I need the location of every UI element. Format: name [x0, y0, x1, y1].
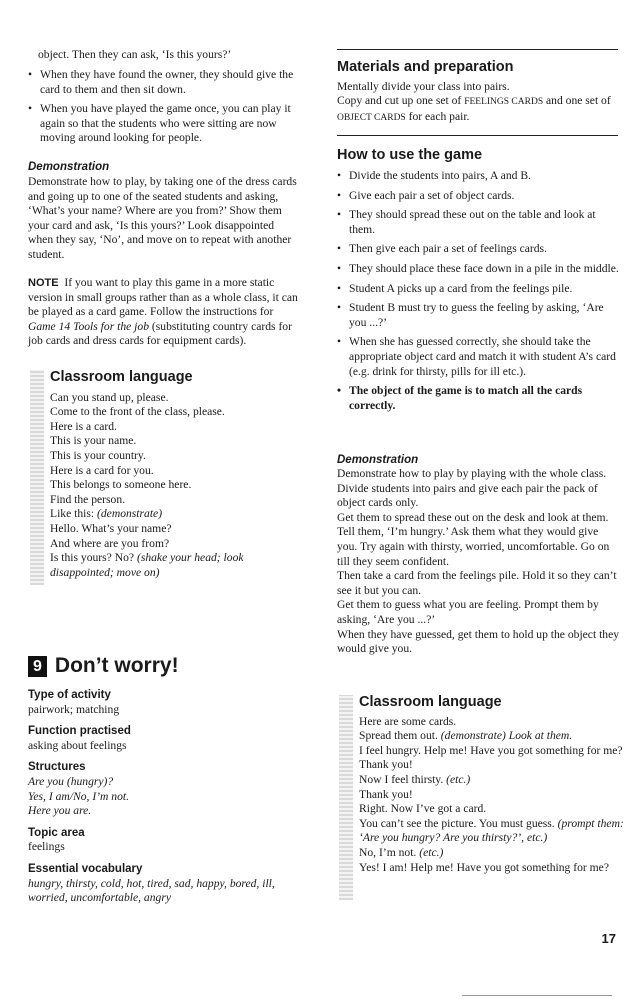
- topic-label: Topic area: [28, 826, 85, 839]
- list-item-text: They should spread these out on the table and look at them.: [349, 208, 596, 236]
- unit-details: [28, 688, 300, 906]
- classroom-language-lines-right: [359, 715, 638, 876]
- line-text: I feel hungry. Help me! Have you got something for me?: [359, 743, 623, 757]
- line-note: (demonstrate): [97, 507, 163, 521]
- classroom-language-line: [50, 391, 300, 406]
- demonstration-paragraph: Tell them, ‘I’m hungry.’ Ask them what they would give you. Try again with thirsty, worried, uncomfortable. Go on till they seem confident.: [337, 525, 610, 568]
- type-label: Type of activity: [28, 689, 111, 701]
- intro-bullets: [28, 68, 300, 151]
- bullet: •: [337, 261, 342, 275]
- line-text: Thank you!: [359, 758, 413, 772]
- list-item-text: Give each pair a set of object cards.: [349, 188, 515, 202]
- line-text: Is this yours? No?: [50, 551, 137, 565]
- line-text: Thank you!: [359, 787, 413, 801]
- line-text: This belongs to someone here.: [50, 478, 192, 492]
- demonstration-paragraph: Get them to spread these out on the desk and look at them.: [337, 510, 609, 524]
- bullet: •: [337, 281, 342, 295]
- line-text: Yes! I am! Help me! Have you got something for me?: [359, 860, 609, 874]
- list-item-text: The object of the game is to match all the cards correctly.: [349, 384, 583, 412]
- classroom-language-heading-right: Classroom language: [359, 694, 502, 710]
- line-text: Here is a card for you.: [50, 463, 154, 477]
- line-text: No, I’m not.: [359, 845, 420, 859]
- classroom-language-line: [50, 551, 300, 566]
- demonstration-text: Demonstrate how to play, by taking one of the dress cards and going up to one of the seated students and asking, ‘What’s your name? Where are you from?’ Show them your card and ask, ‘Is this yours?’ Look disappointed when they say, ‘No’, and move on to repeat with another student.: [28, 175, 297, 261]
- demonstration-paragraph: Then take a card from the feelings pile. Hold it so they can’t see it but you can.: [337, 569, 617, 597]
- classroom-language-line: [50, 493, 300, 508]
- intro-line: object. Then they can ask, ‘Is this yours?’: [38, 48, 232, 61]
- unit-title-text: Don’t worry!: [54, 654, 179, 678]
- classroom-language-line: [359, 744, 638, 759]
- feelings-cards-label: FEELINGS CARDS: [464, 97, 544, 107]
- line-note-continued: Look at them.: [505, 729, 573, 743]
- classroom-language-line: [50, 405, 300, 420]
- classroom-language-line: [359, 715, 638, 730]
- classroom-language-box-right: [339, 695, 638, 900]
- classroom-language-heading: Classroom language: [50, 369, 193, 385]
- list-item-bold: [337, 384, 620, 413]
- function-value: asking about feelings: [28, 738, 127, 752]
- bullet: •: [337, 208, 342, 222]
- bullet: •: [337, 188, 342, 202]
- line-text: Right. Now I’ve got a card.: [359, 802, 487, 816]
- type-value: pairwork; matching: [28, 702, 120, 716]
- line-text: Here is a card.: [50, 419, 117, 433]
- classroom-language-line: [50, 478, 300, 493]
- list-item-text: Divide the students into pairs, A and B.: [349, 169, 531, 182]
- classroom-language-lines: [50, 391, 300, 581]
- bullet: •: [337, 169, 342, 182]
- unit-title: [28, 656, 179, 677]
- classroom-language-line: [50, 522, 300, 537]
- vocabulary-value: hungry, thirsty, cold, hot, tired, sad, happy, bored, ill, worried, uncomfortable, angry: [28, 876, 275, 905]
- line-text: And where are you from?: [50, 536, 170, 550]
- structures-label: Structures: [28, 761, 86, 774]
- line-text: Come to the front of the class, please.: [50, 405, 225, 419]
- top-divider: [337, 49, 618, 50]
- line-text: You can’t see the picture. You must guess.: [359, 816, 558, 830]
- classroom-language-line: [50, 464, 300, 479]
- demonstration-paragraph: Get them to guess what you are feeling. Prompt them by asking, ‘Are you ...?’: [337, 598, 599, 626]
- topic-value: feelings: [28, 840, 65, 854]
- list-item: [337, 169, 620, 184]
- object-cards-label: OBJECT CARDS: [337, 112, 406, 123]
- classroom-language-line: [359, 802, 638, 817]
- line-note: (shake your head; look: [136, 551, 244, 565]
- line-text: Here are some cards.: [359, 714, 457, 728]
- how-to-heading: How to use the game: [337, 147, 483, 163]
- line-text: This is your name.: [50, 434, 137, 448]
- list-item: [337, 335, 620, 379]
- line-note: (prompt them:: [557, 816, 624, 830]
- line-text: Now I feel thirsty.: [359, 772, 447, 786]
- list-item: • When you have played the game once, you can play it again so that the students who were sitting are now moving around looking for people.: [28, 102, 291, 145]
- classroom-language-line: [50, 537, 300, 552]
- classroom-language-line: [359, 729, 638, 744]
- classroom-language-line: [50, 420, 300, 435]
- classroom-language-line: [359, 846, 638, 861]
- classroom-language-line: [50, 449, 300, 464]
- list-item-text: Then give each pair a set of feelings cards.: [349, 242, 547, 256]
- line-text: Spread them out.: [359, 729, 441, 743]
- demonstration-heading: Demonstration: [28, 161, 110, 173]
- demonstration-text-right: [337, 467, 620, 657]
- structures-line: Are you (hungry)?: [28, 774, 114, 788]
- classroom-language-line: [50, 507, 300, 522]
- bullet: •: [337, 335, 342, 349]
- decorative-strip: [30, 370, 44, 585]
- list-item: [337, 301, 620, 330]
- page-number: 17: [601, 931, 616, 946]
- structures-line: Here you are.: [28, 804, 92, 818]
- classroom-language-line: [50, 566, 300, 581]
- list-item: [337, 282, 620, 297]
- structures-line: Yes, I am/No, I’m not.: [28, 789, 130, 803]
- classroom-language-line: [359, 758, 638, 773]
- bullet: •: [337, 242, 342, 256]
- section-divider: [337, 135, 618, 136]
- line-note: (etc.): [419, 845, 444, 859]
- line-text: Hello. What’s your name?: [50, 521, 172, 535]
- line-note: (etc.): [446, 772, 471, 786]
- bullet: •: [337, 301, 342, 315]
- demonstration-paragraph: When they have guessed, get them to hold up the object they would give you.: [337, 627, 620, 656]
- line-text: Like this:: [50, 507, 98, 521]
- classroom-language-line: [359, 817, 638, 846]
- list-item-text: Student B must try to guess the feeling by asking, ‘Are you ...?’: [349, 301, 604, 329]
- classroom-language-box-left: [30, 370, 300, 585]
- how-to-bullets: [337, 169, 620, 418]
- list-item: [337, 262, 620, 277]
- materials-copy-line: Copy and cut up one set of FEELINGS CARDS and one set of OBJECT CARDS for each pair.: [337, 94, 611, 123]
- list-item-text: When she has guessed correctly, she should take the appropriate object card and match it with student A’s card (e.g. drink for thirsty, pills for ill etc.).: [349, 335, 616, 378]
- list-item: [337, 208, 620, 237]
- vocabulary-label: Essential vocabulary: [28, 862, 143, 875]
- unit-number: 9: [28, 656, 47, 677]
- classroom-language-line: [359, 773, 638, 788]
- list-item: • When they have found the owner, they should give the card to them and then sit down.: [28, 68, 294, 96]
- line-note-continued: ‘Are you hungry? Are you thirsty?’, etc.): [359, 831, 548, 845]
- materials-line: Mentally divide your class into pairs.: [337, 80, 510, 93]
- note-reference: Game 14 Tools for the job: [28, 319, 149, 333]
- line-note: disappointed; move on): [50, 565, 160, 579]
- classroom-language-line: [359, 788, 638, 803]
- list-item: [337, 189, 620, 204]
- list-item-text: Student A picks up a card from the feelings pile.: [349, 281, 573, 295]
- line-text: Can you stand up, please.: [50, 390, 169, 404]
- demonstration-heading-right: Demonstration: [337, 454, 419, 466]
- list-item: [337, 242, 620, 257]
- classroom-language-line: [50, 434, 300, 449]
- note-paragraph: NOTE If you want to play this game in a more static version in small groups rather than as a whole class, it can be played as a card game. Follow the instructions for Game 14 Tools for the job (substituting country cards for job cards and dress cards for equipment cards).: [28, 276, 298, 348]
- demonstration-paragraph: Demonstrate how to play by playing with the whole class. Divide students into pairs and give each pair the pack of object cards only.: [337, 467, 607, 510]
- materials-heading: Materials and preparation: [337, 59, 514, 75]
- note-label: NOTE: [28, 277, 59, 289]
- classroom-language-line: [359, 861, 638, 876]
- line-text: Find the person.: [50, 492, 126, 506]
- bullet: •: [337, 384, 342, 398]
- line-note: (demonstrate): [440, 729, 506, 743]
- function-label: Function practised: [28, 725, 131, 738]
- footer-rule: [462, 995, 612, 996]
- list-item-text: They should place these face down in a pile in the middle.: [349, 261, 619, 275]
- decorative-strip: [339, 695, 353, 900]
- line-text: This is your country.: [50, 448, 146, 462]
